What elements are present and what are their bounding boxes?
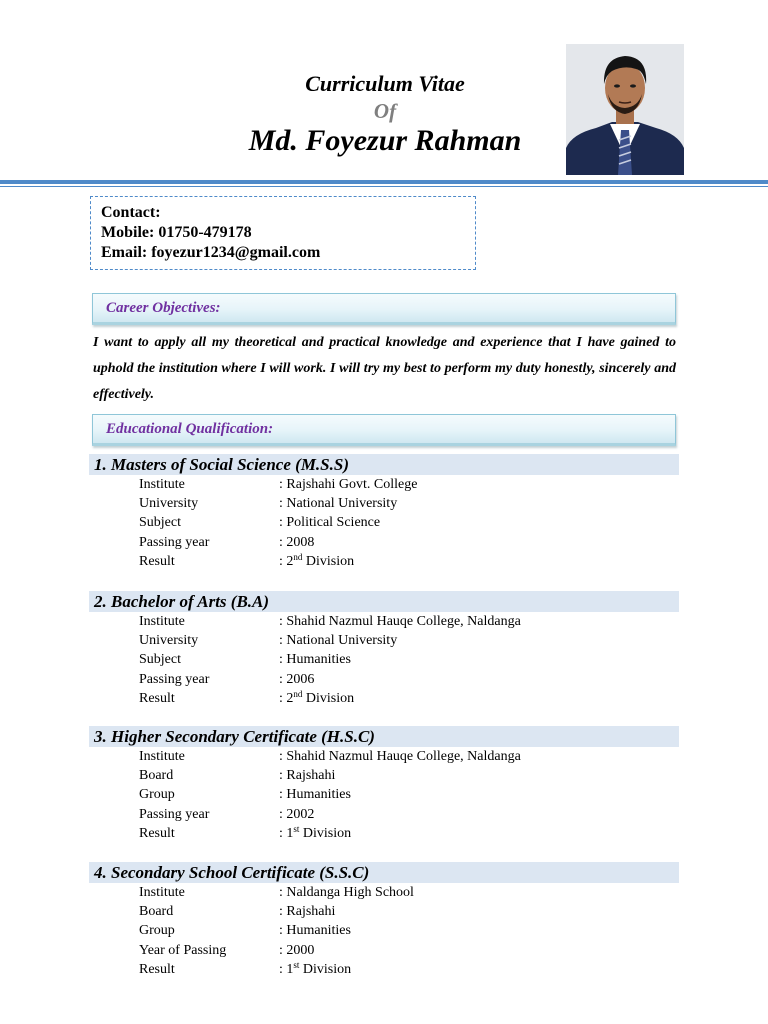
result-ordinal-suffix: st [293,959,300,970]
detail-label: Result [139,690,175,706]
result-division: Division [299,825,352,841]
detail-value: : Humanities [279,787,351,803]
result-value: : 1 [279,961,294,977]
career-objectives-heading: Career Objectives: [106,300,221,316]
contact-mobile: Mobile: 01750-479178 [101,224,252,241]
detail-row [139,494,699,513]
detail-label: Result [139,961,175,977]
detail-row [139,631,699,650]
detail-value: : National University [279,496,398,512]
detail-label: Passing year [139,534,210,550]
result-division: Division [302,553,355,569]
result-division: Division [302,690,355,706]
detail-value: : Rajshahi Govt. College [279,477,418,492]
detail-row [139,533,699,552]
detail-value [279,689,354,708]
detail-row [139,883,699,902]
header-rule-thick [0,180,768,184]
detail-value: : Rajshahi [279,768,336,784]
detail-value: : National University [279,633,398,649]
title-of: Of [373,99,397,123]
detail-row [139,689,699,708]
detail-row [139,670,699,689]
detail-value: : 2006 [279,671,315,687]
career-objective-text: I want to apply all my theoretical and practical knowledge and experience that I have gained to uphold the institution where I will work. I will try my best to perform my duty honestly, sincerely and effectively. [93,335,676,402]
detail-row [139,475,699,494]
detail-label: Year of Passing [139,942,227,958]
education-item-heading: 1. Masters of Social Science (M.S.S) [89,454,679,475]
detail-label: Institute [139,885,185,900]
document-title: Curriculum Vitae [305,71,465,96]
detail-label: Institute [139,477,185,492]
result-value: : 2 [279,690,294,706]
detail-label: University [139,496,199,512]
detail-label: Result [139,553,175,569]
detail-label: Board [139,904,174,920]
result-ordinal-suffix: nd [293,551,303,562]
detail-row [139,766,699,785]
detail-value: : Shahid Nazmul Hauqe College, Naldanga [279,614,521,629]
detail-row [139,941,699,960]
contact-heading: Contact: [101,204,161,221]
detail-value [279,824,351,843]
detail-value: : Humanities [279,923,351,939]
education-item-heading: 2. Bachelor of Arts (B.A) [89,591,679,612]
detail-row [139,612,699,631]
detail-value: : 2000 [279,942,315,958]
education-item-details [139,612,699,708]
detail-row [139,921,699,940]
detail-row [139,650,699,669]
education-item-details [139,883,699,979]
detail-label: Group [139,787,175,803]
detail-row [139,513,699,532]
detail-row [139,747,699,766]
result-division: Division [299,961,352,977]
detail-label: Group [139,923,175,939]
detail-row [139,824,699,843]
profile-photo [566,44,684,175]
result-ordinal-suffix: nd [293,688,303,699]
detail-value: : 2008 [279,534,315,550]
detail-label: Passing year [139,806,210,822]
education-item-details [139,747,699,843]
detail-row [139,902,699,921]
detail-label: University [139,633,199,649]
contact-email: Email: foyezur1234@gmail.com [101,244,321,261]
result-value: : 2 [279,553,294,569]
detail-value: : Political Science [279,515,381,531]
educational-qualification-heading: Educational Qualification: [106,421,274,437]
detail-row [139,960,699,979]
detail-value: : Rajshahi [279,904,336,920]
career-objectives-banner [92,293,676,325]
detail-value: : Shahid Nazmul Hauqe College, Naldanga [279,749,521,764]
education-item-details [139,475,699,571]
cv-header [0,0,768,200]
detail-label: Passing year [139,671,210,687]
detail-value [279,552,354,571]
detail-row [139,552,699,571]
detail-label: Subject [139,515,181,531]
education-item-heading: 3. Higher Secondary Certificate (H.S.C) [89,726,679,747]
result-ordinal-suffix: st [293,823,300,834]
detail-row [139,805,699,824]
detail-label: Board [139,768,174,784]
result-value: : 1 [279,825,294,841]
educational-qualification-banner [92,414,676,446]
detail-label: Institute [139,614,185,629]
candidate-name: Md. Foyezur Rahman [248,124,522,157]
detail-row [139,785,699,804]
detail-label: Institute [139,749,185,764]
detail-value: : 2002 [279,806,315,822]
header-rule-thin [0,186,768,187]
detail-label: Result [139,825,175,841]
education-item-heading: 4. Secondary School Certificate (S.S.C) [89,862,679,883]
detail-label: Subject [139,652,181,668]
detail-value: : Humanities [279,652,351,668]
detail-value: : Naldanga High School [279,885,414,900]
contact-box [90,196,476,270]
detail-value [279,960,351,979]
